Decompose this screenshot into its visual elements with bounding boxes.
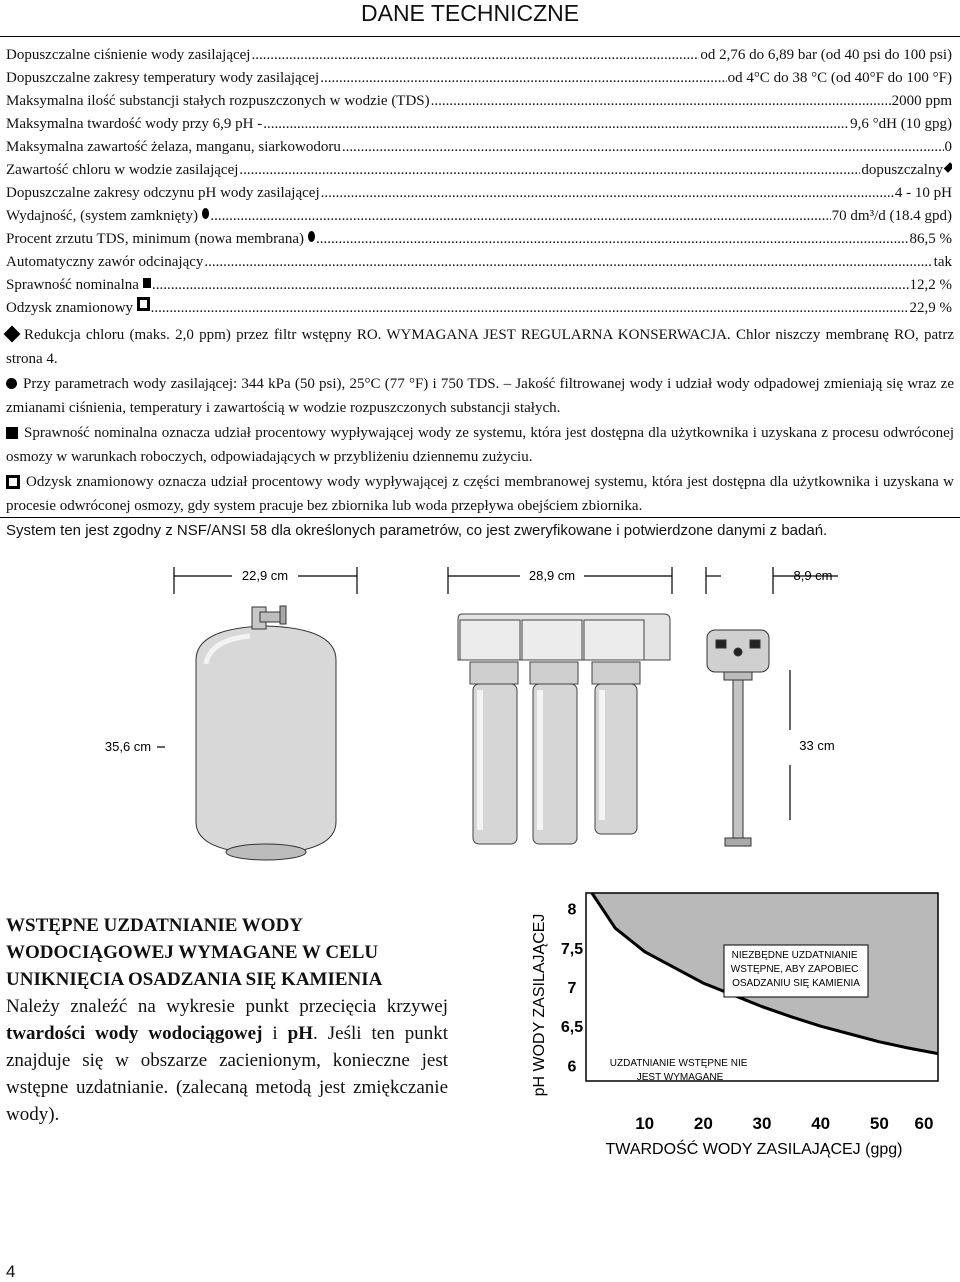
spec-row: [6, 228, 952, 251]
spec-value: 2000 ppm: [891, 93, 952, 109]
note-conditions: Przy parametrach wody zasilającej: 344 kPa (50 psi), 25°C (77 °F) i 750 TDS. – Jakość filtrowanej wody i udział wody odpadowej zmieniają się wraz ze zmianami ciśnienia, temperatury i zawartością w wodzie rozpuszczonych substancji stałych.: [6, 376, 954, 416]
spec-row: [6, 159, 952, 182]
spec-label: Procent zrzutu TDS, minimum (nowa membrana): [6, 231, 304, 247]
spec-value: 22,9 %: [909, 300, 952, 316]
header-rule: [0, 36, 960, 37]
spec-value: 9,6 °dH (10 gpg): [850, 116, 952, 132]
svg-text:NIEZBĘDNE UZDATNIANIE WS: [731, 950, 861, 989]
hardness-ph-chart: [520, 885, 960, 1165]
y-tick-label: 6,5: [560, 1019, 584, 1037]
spec-label: Odzysk znamionowy: [6, 300, 134, 316]
pretreatment-text: [6, 912, 448, 1128]
annotation-not-required-line1: UZDATNIANIE WSTĘPNE NIE: [609, 1058, 748, 1069]
page-title: DANE TECHNICZNE: [361, 0, 580, 26]
leader-dots: [210, 205, 830, 228]
spec-label: Wydajność, (system zamknięty): [6, 208, 198, 224]
annotation-required-line2: WSTĘPNE, ABY ZAPOBIEC: [730, 964, 859, 975]
spec-label: Dopuszczalne zakresy odczynu pH wody zasilającej: [6, 185, 320, 201]
spec-row: [6, 205, 952, 228]
y-tick-label: 7: [567, 980, 577, 997]
leader-dots: [263, 113, 849, 136]
leader-dots: [320, 67, 726, 90]
square-icon: [6, 427, 18, 439]
x-tick-label: 20: [693, 1114, 713, 1133]
leader-dots: [152, 274, 908, 297]
spec-label: Sprawność nominalna: [6, 277, 139, 293]
spec-label: Automatyczny zawór odcinający: [6, 254, 204, 270]
x-tick-label: 60: [914, 1114, 934, 1133]
spec-value: dopuszczalny: [861, 162, 943, 178]
spec-row: [6, 297, 952, 320]
spec-row: [6, 251, 952, 274]
spec-row: [6, 136, 952, 159]
product-illustration: [0, 560, 960, 890]
leader-dots: [239, 159, 860, 182]
dim-tank-width: 22,9 cm: [241, 568, 289, 583]
pretreatment-body: Należy znaleźć na wykresie punkt przecięcia krzywej twardości wody wodociągowej i pH. Jeśli ten punkt znajduje się w obszarze zacienionym, konieczne jest wstępne uzdatnianie. (zalecaną metodą jest zmiękczanie wody).: [6, 996, 448, 1125]
notes-section: [6, 324, 954, 520]
y-tick-label: 6: [567, 1058, 577, 1076]
spec-label: Maksymalna ilość substancji stałych rozpuszczonych w wodzie (TDS): [6, 93, 430, 109]
nsf-statement: System ten jest zgodny z NSF/ANSI 58 dla określonych parametrów, co jest zweryfikowane i potwierdzone danymi z badań.: [6, 522, 828, 539]
diamond-icon: [4, 325, 21, 342]
spec-value: od 2,76 do 6,89 bar (od 40 psi do 100 psi): [700, 47, 952, 63]
spec-value: tak: [933, 254, 952, 270]
leader-dots: [316, 228, 908, 251]
dot-icon: [308, 231, 315, 242]
square-icon: [143, 278, 151, 288]
spec-value: od 4°C do 38 °C (od 40°F do 100 °F): [727, 70, 952, 86]
dim-faucet-width: 8,9 cm: [793, 568, 833, 583]
spec-label: Dopuszczalne ciśnienie wody zasilającej: [6, 47, 251, 63]
spec-row: [6, 90, 952, 113]
spec-row: [6, 67, 952, 90]
x-tick-label: 50: [869, 1114, 889, 1133]
spec-list: [6, 44, 952, 320]
spec-label: Maksymalna twardość wody przy 6,9 pH -: [6, 116, 263, 132]
x-tick-label: 40: [811, 1114, 831, 1133]
pretreatment-heading: WSTĘPNE UZDATNIANIE WODY WODOCIĄGOWEJ WYMAGANE W CELU UNIKNIĘCIA OSADZANIA SIĘ KAMIENIA: [6, 915, 383, 990]
nsf-rule: [0, 517, 960, 518]
chart-y-axis-label: pH WODY ZASILAJĄCEJ: [531, 913, 548, 1097]
spec-value: 86,5 %: [909, 231, 952, 247]
spec-row: [6, 182, 952, 205]
dim-faucet-height: 33 cm: [799, 738, 835, 753]
x-tick-label: 10: [635, 1114, 655, 1133]
spec-label: Maksymalna zawartość żelaza, manganu, siarkowodoru: [6, 139, 341, 155]
open-square-icon: [6, 475, 20, 489]
spec-label: Zawartość chloru w wodzie zasilającej: [6, 162, 239, 178]
spec-value: 12,2 %: [909, 277, 952, 293]
dot-icon: [6, 378, 17, 389]
page-number: 4: [6, 1262, 16, 1281]
note-recovery: Odzysk znamionowy oznacza udział procentowy wody wypływającej z części membranowej systemu, która jest dostępna dla użytkownika i uzyskana w procesie odwróconej osmozy, gdy system pracuje bez zbiornika lub woda przepływa obejściem zbiornika.: [6, 474, 954, 514]
spec-row: [6, 113, 952, 136]
note-efficiency: Sprawność nominalna oznacza udział procentowy wypływającej wody ze systemu, która jest dostępna dla użytkownika i uzyskana z procesu odwróconej osmozy w warunkach roboczych, odpowiadających w przybliżeniu dziennemu zużyciu.: [6, 425, 954, 465]
leader-dots: [431, 90, 891, 113]
diamond-icon: [944, 162, 952, 173]
leader-dots: [251, 44, 699, 67]
spec-row: [6, 274, 952, 297]
note-chlorine: Redukcja chloru (maks. 2,0 ppm) przez filtr wstępny RO. WYMAGANA JEST REGULARNA KONSERWACJA. Chlor niszczy membranę RO, patrz strona 4.: [6, 324, 954, 371]
chart-annotation-required: [724, 945, 868, 997]
leader-dots: [204, 251, 932, 274]
y-tick-label: 7,5: [560, 940, 584, 958]
annotation-not-required-line2: JEST WYMAGANE: [636, 1072, 724, 1083]
spec-label: Dopuszczalne zakresy temperatury wody zasilającej: [6, 70, 320, 86]
ro-unit: [458, 614, 670, 844]
spec-value: 4 - 10 pH: [894, 185, 952, 201]
leader-dots: [342, 136, 944, 159]
spec-row: [6, 44, 952, 67]
pressure-tank: [196, 606, 336, 860]
spec-value: 0: [944, 139, 952, 155]
page-header: [0, 0, 960, 26]
open-square-icon: [137, 297, 150, 311]
x-tick-label: 30: [752, 1114, 772, 1133]
annotation-required-line3: OSADZANIU SIĘ KAMIENIA: [732, 978, 860, 989]
dot-icon: [202, 208, 209, 219]
leader-dots: [321, 182, 894, 205]
dim-tank-height: 35,6 cm: [104, 739, 152, 754]
spec-value: 70 dm³/d (18.4 gpd): [831, 208, 952, 224]
svg-text:UZDATNIANIE WSTĘPNE NIE: [610, 1058, 750, 1083]
dim-unit-width: 28,9 cm: [528, 568, 576, 583]
chart-x-axis-label: TWARDOŚĆ WODY ZASILAJĄCEJ (gpg): [605, 1141, 903, 1158]
faucet: [707, 630, 769, 846]
annotation-required-line1: NIEZBĘDNE UZDATNIANIE: [731, 950, 858, 961]
chart-annotation-not-required: [610, 1058, 750, 1083]
leader-dots: [151, 297, 909, 320]
y-tick-label: 8: [567, 901, 577, 919]
